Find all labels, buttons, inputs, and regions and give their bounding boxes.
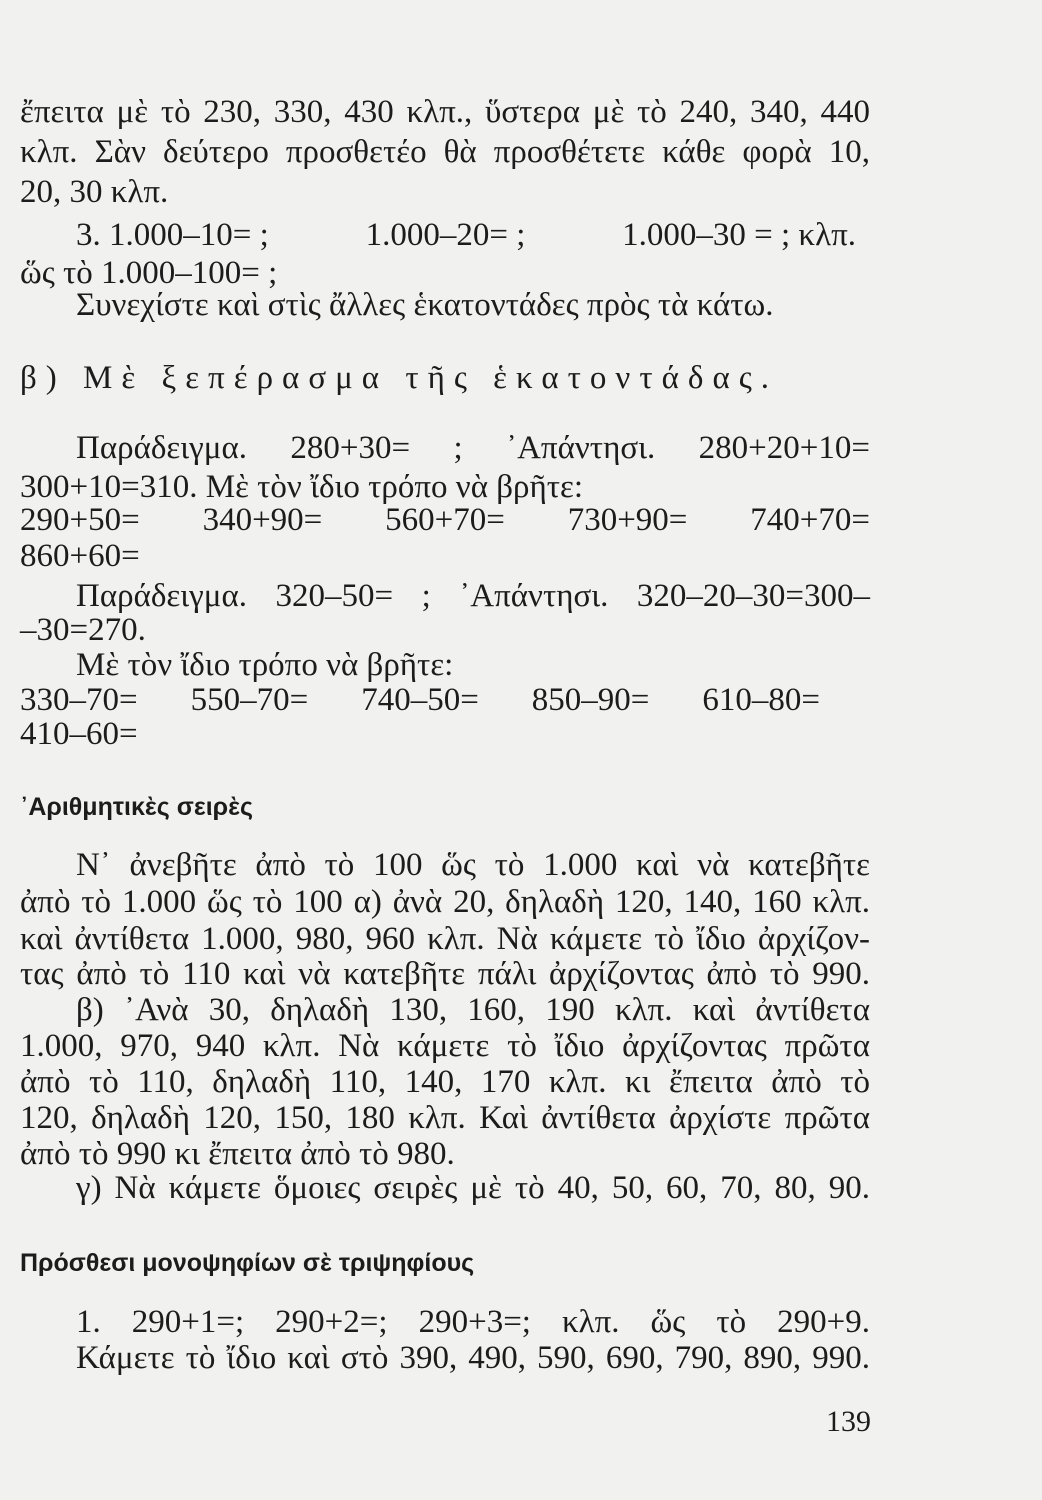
exercise: 290+50= — [20, 502, 140, 538]
example-line: Μὲ τὸν ἴδιο τρόπο νὰ βρῆτε: — [76, 647, 454, 683]
text-line: 1.000, 970, 940 κλπ. Νὰ κάμετε τὸ ἴδιο ἀρχίζοντας πρῶτα — [20, 1028, 870, 1064]
page-number: 139 — [826, 1405, 871, 1438]
exercise: 1.000–20= ; — [365, 217, 526, 253]
text-line: Συνεχίστε καὶ στὶς ἄλλες ἑκατοντάδες πρὸς τὰ κάτω. — [76, 287, 774, 323]
section-title: β) Μὲ ξεπέρασμα τῆς ἑκατοντάδας. — [20, 360, 779, 396]
exercise-row — [20, 500, 870, 540]
text-line: Ν᾽ ἀνεβῆτε ἀπὸ τὸ 100 ὥς τὸ 1.000 καὶ νὰ κατεβῆτε — [76, 847, 870, 883]
example-line: –30=270. — [20, 612, 146, 648]
exercise: 860+60= — [20, 538, 140, 574]
example-line: Παράδειγμα. 320–50= ; ᾽Απάντησι. 320–20–30=300– — [76, 578, 870, 614]
text-line: ἔπειτα μὲ τὸ 230, 330, 430 κλπ., ὕστερα μὲ τὸ 240, 340, 440 — [20, 94, 870, 130]
text-line: Κάμετε τὸ ἴδιο καὶ στὸ 390, 490, 590, 690, 790, 890, 990. — [76, 1340, 870, 1376]
text-line: τας ἀπὸ τὸ 110 καὶ νὰ κατεβῆτε πάλι ἀρχίζοντας ἀπὸ τὸ 990. — [20, 956, 870, 992]
exercise: 1.000–30 = ; κλπ. — [622, 217, 856, 253]
example-line: Παράδειγμα. 280+30= ; ᾽Απάντησι. 280+20+10= — [76, 430, 870, 466]
text-line: κλπ. Σὰν δεύτερο προσθετέο θὰ προσθέτετε κάθε φορὰ 10, — [20, 134, 870, 170]
exercise: 3. 1.000–10= ; — [76, 217, 269, 253]
text-line: καὶ ἀντίθετα 1.000, 980, 960 κλπ. Νὰ κάμετε τὸ ἴδιο ἀρχίζον- — [20, 921, 870, 957]
example-line: 300+10=310. Μὲ τὸν ἴδιο τρόπο νὰ βρῆτε: — [20, 469, 584, 505]
text-line: β) ᾽Ανὰ 30, δηλαδὴ 130, 160, 190 κλπ. καὶ ἀντίθετα — [76, 992, 870, 1028]
exercise: 550–70= — [190, 682, 309, 718]
exercise: 740+70= — [750, 502, 870, 538]
text-line: 1. 290+1=; 290+2=; 290+3=; κλπ. ὥς τὸ 290+9. — [76, 1304, 870, 1340]
exercise: 610–80= — [702, 682, 820, 718]
text-line: ὥς τὸ 1.000–100= ; — [20, 255, 278, 291]
exercise: 730+90= — [567, 502, 688, 538]
text-line: 120, δηλαδὴ 120, 150, 180 κλπ. Καὶ ἀντίθετα ἀρχίστε πρῶτα — [20, 1100, 870, 1136]
exercise: 330–70= — [20, 682, 138, 718]
text-line: ἀπὸ τὸ 990 κι ἔπειτα ἀπὸ τὸ 980. — [20, 1136, 455, 1172]
text-line: ἀπὸ τὸ 110, δηλαδὴ 110, 140, 170 κλπ. κι ἔπειτα ἀπὸ τὸ — [20, 1064, 870, 1100]
section-heading: Πρόσθεσι μονοψηφίων σὲ τριψηφίους — [20, 1249, 475, 1277]
text-line: ἀπὸ τὸ 1.000 ὥς τὸ 100 α) ἀνὰ 20, δηλαδὴ 120, 140, 160 κλπ. — [20, 884, 870, 920]
exercise: 740–50= — [361, 682, 479, 718]
section-heading: ᾽Αριθμητικὲς σειρὲς — [20, 793, 253, 821]
text-line: 20, 30 κλπ. — [20, 174, 169, 210]
exercise: 410–60= — [20, 716, 138, 752]
text-line: γ) Νὰ κάμετε ὅμοιες σειρὲς μὲ τὸ 40, 50, 60, 70, 80, 90. — [76, 1170, 870, 1206]
exercise: 340+90= — [202, 502, 323, 538]
exercise-row — [76, 215, 856, 255]
exercise: 560+70= — [385, 502, 505, 538]
exercise: 850–90= — [531, 682, 650, 718]
